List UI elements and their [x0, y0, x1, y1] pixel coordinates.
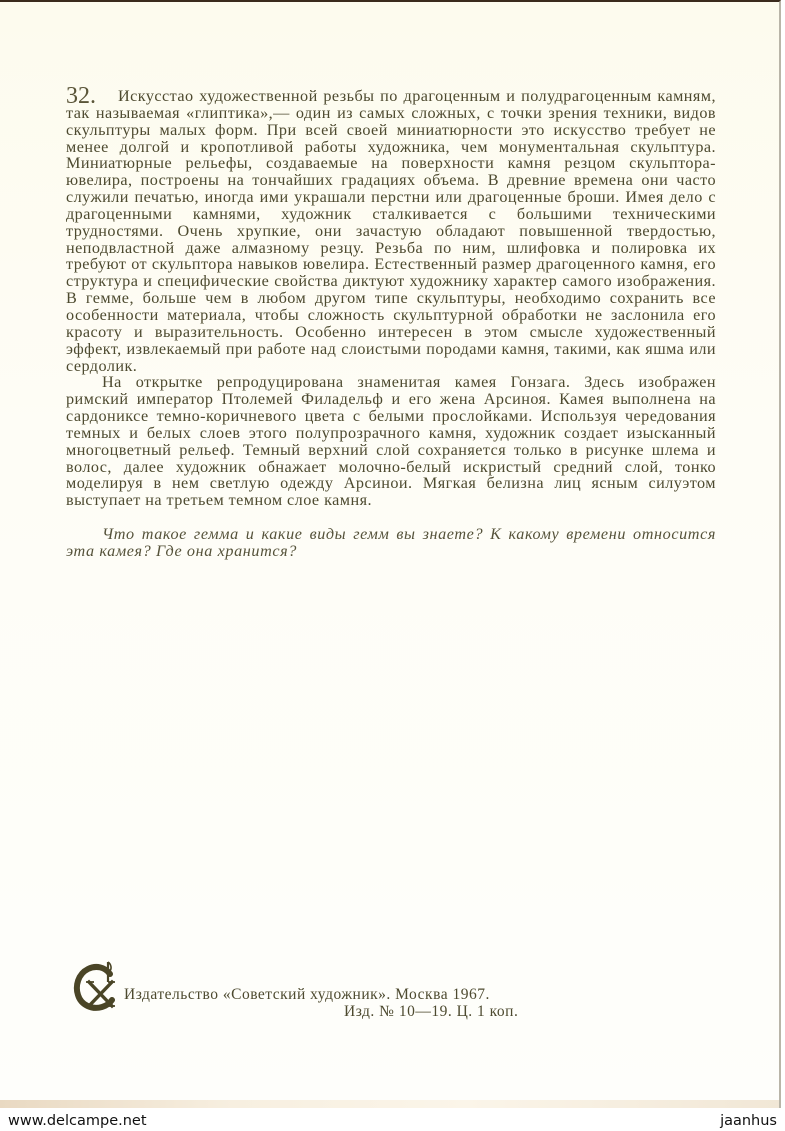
description-text: [66, 83, 716, 560]
publisher-line: Издательство «Советский художник». Москва 1967.: [124, 986, 490, 1003]
publisher-imprint: [72, 960, 632, 1020]
edition-line: Изд. № 10—19. Ц. 1 коп.: [344, 1003, 519, 1020]
watermark-site: www.delcampe.net: [8, 1113, 147, 1129]
watermark-user: jaanhus: [720, 1113, 777, 1129]
paragraph-cameo: На открытке репродуцирована знаменитая камея Гонзага. Здесь изображен римский император Птолемей Филадельф и его жена Арсиноя. Камея выполнена на сардониксе темно-коричневого цвета с белыми прослойками. Используя чередования темных и белых слоев этого полупрозрачного камня, художник создает изысканный многоцветный рельеф. Темный верхний слой сохраняется только в рисунке шлема и волос, далее художник обнажает молочно-белый искристый средний слой, тонко моделируя в нем светлую одежду Арсинои. Мягкая белизна лиц ясным силуэтом выступает на третьем темном слое камня.: [66, 373, 716, 510]
paragraph-intro: [66, 83, 716, 375]
study-questions: Что такое гемма и какие виды гемм вы знаете? К какому времени относится эта камея? Где она хранится?: [66, 525, 716, 560]
publisher-logo-icon: [72, 960, 118, 1012]
paragraph-intro-text: Искусстао художественной резьбы по драгоценным и полудрагоценным камням, так называемая «глиптика»,— один из самых сложных, с точки зрения техники, видов скульптуры малых форм. При всей своей миниатюрности это искусство требует не менее долгой и кропотливой работы художника, чем монументальная скульптура. Миниатюрные рельефы, создаваемые на поверхности камня резцом скульптора-ювелира, построены на тончайших градациях объема. В древние времена они часто служили печатью, иногда ими украшали перстни или драгоценные броши. Имея дело с драгоценными камнями, художник сталкивается с большими техническими трудностями. Очень хрупкие, они зачастую обладают повышенной твердостью, неподвластной даже алмазному резцу. Резьба по ним, шлифовка и полировка их требуют от скульптора навыков ювелира. Естественный размер драгоценного камня, его структура и специфические свойства диктуют художнику характер самого изображения. В гемме, больше чем в любом другом типе скульптуры, необходимо сохранить все особенности материала, чтобы сложность скульптурной обработки не заслонила его красоту и выразительность. Особенно интересен в этом смысле художественный эффект, извлекаемый при работе над слоистыми породами камня, такими, как яшма или сердолик.: [66, 87, 716, 375]
page-number: 32.: [66, 83, 96, 109]
